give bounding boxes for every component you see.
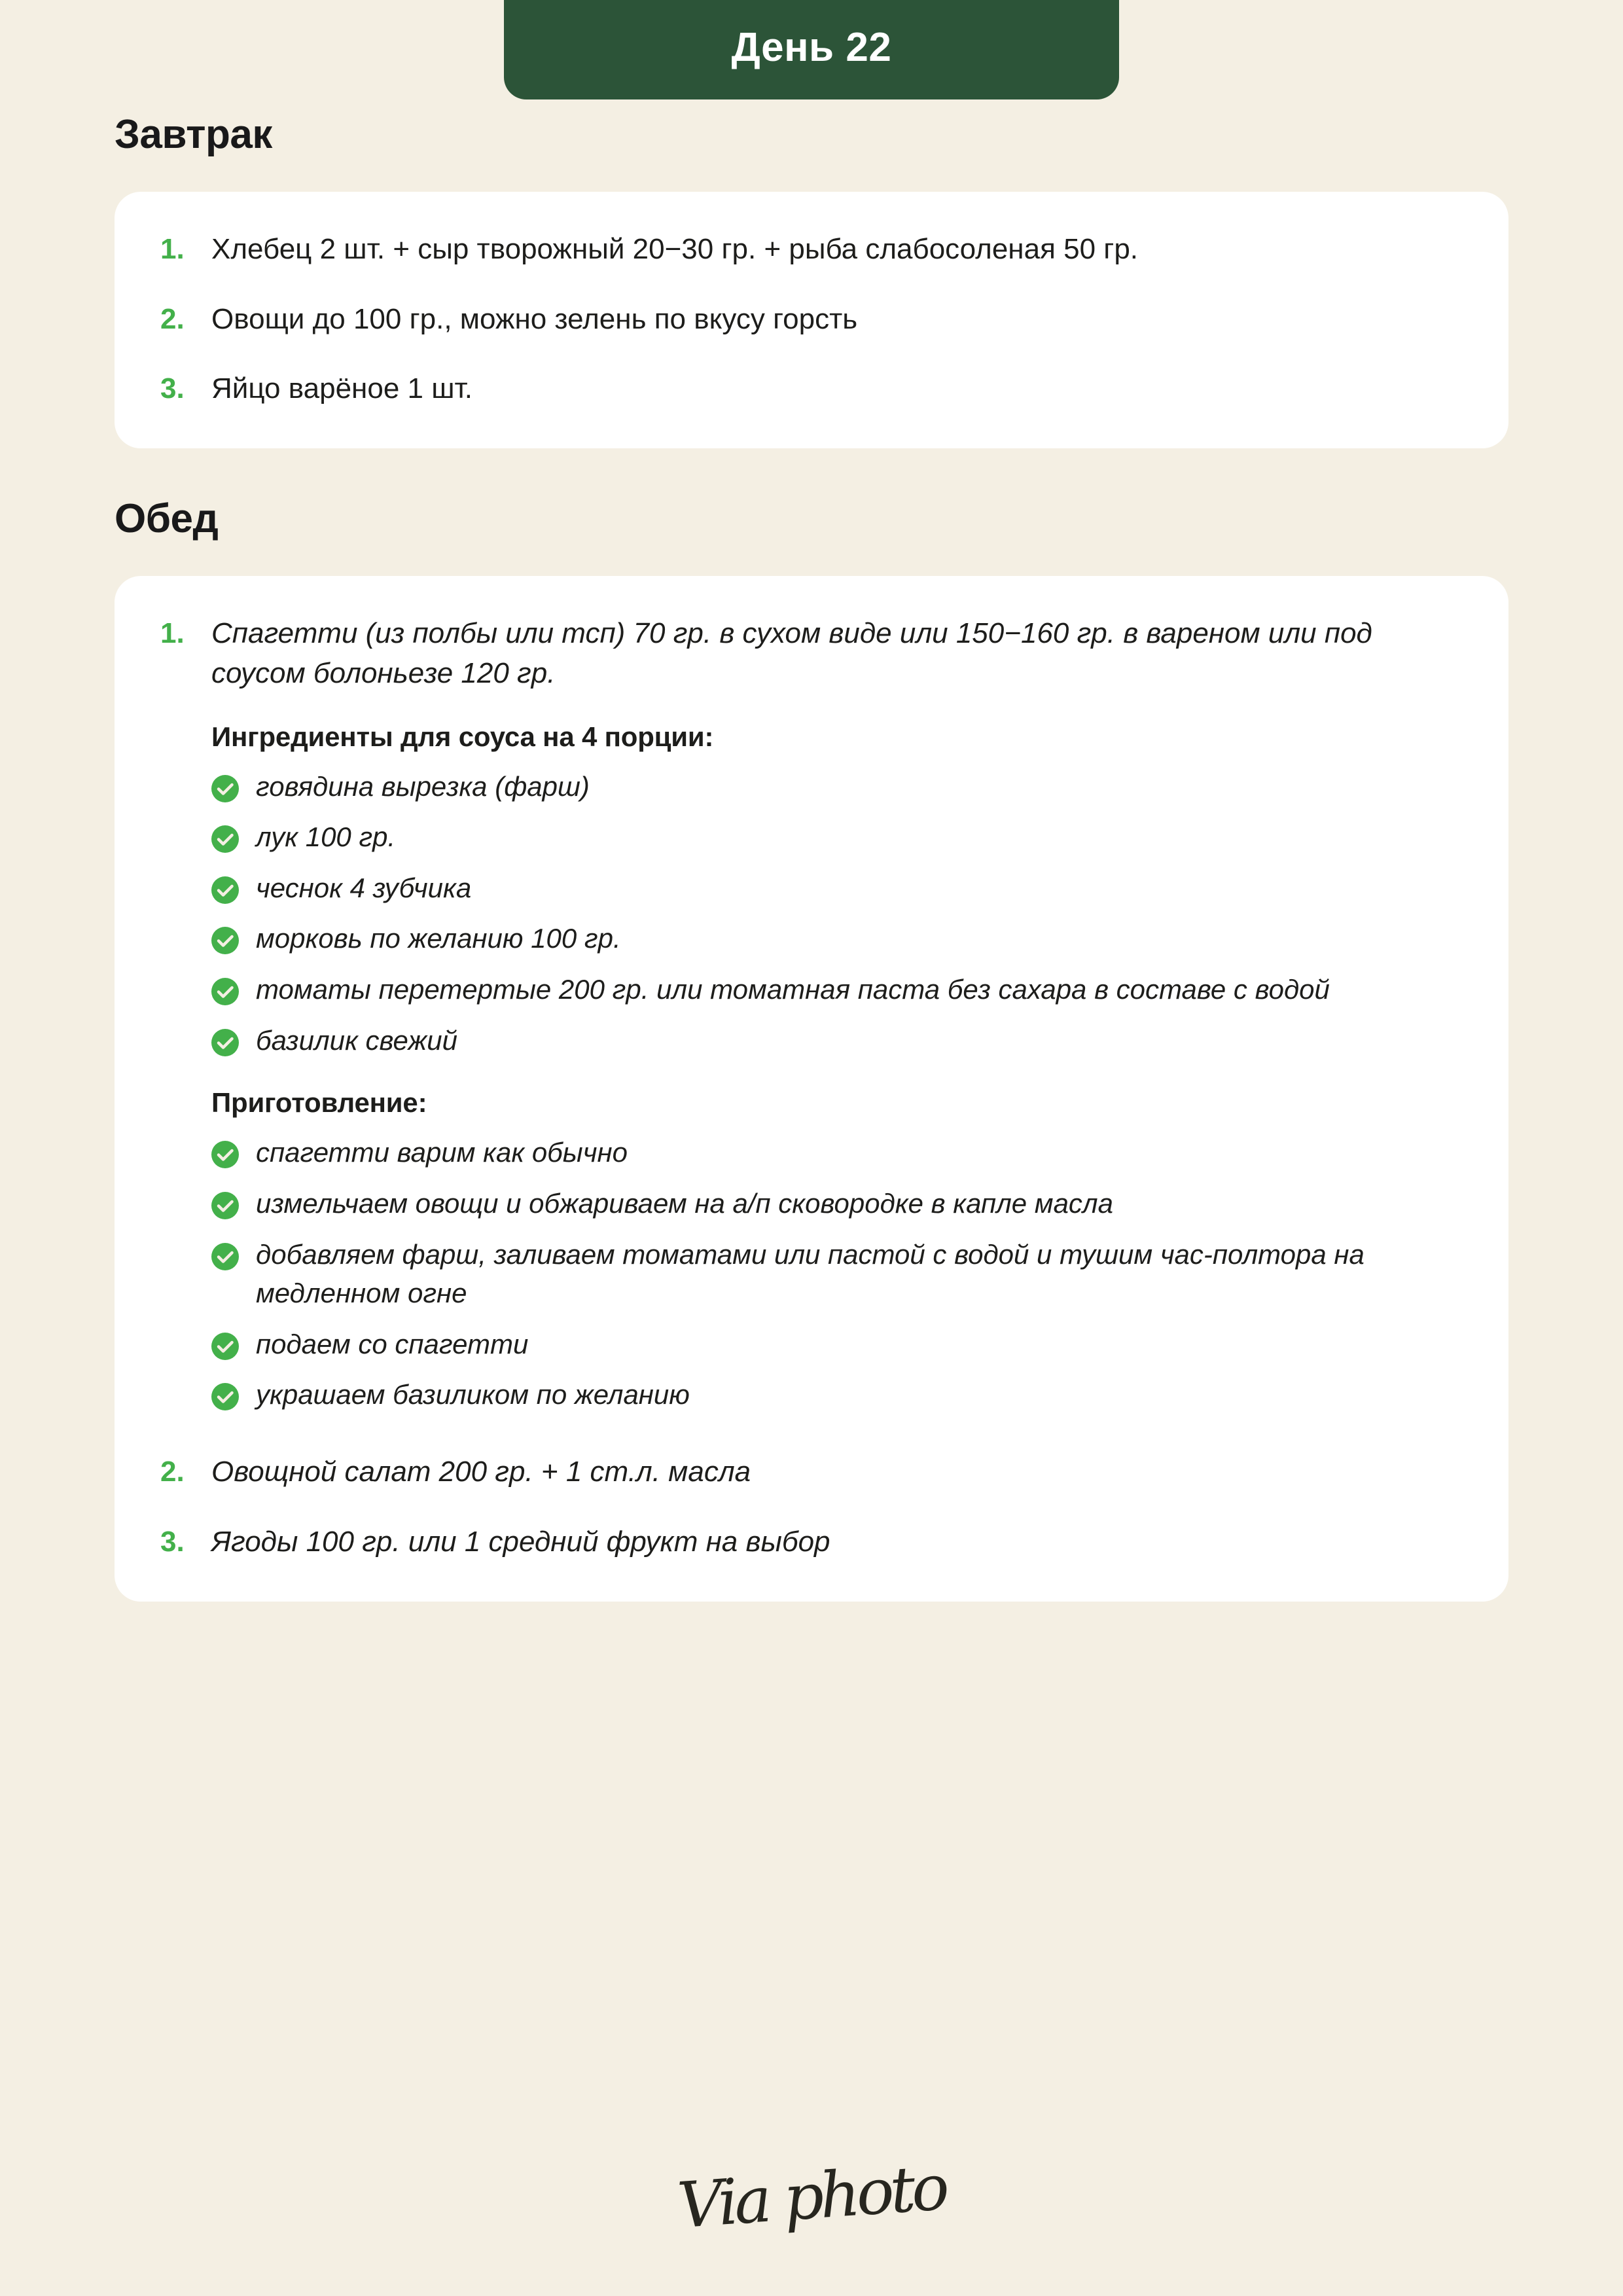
sauce-ingredients-block [211, 721, 1463, 1060]
section-lunch [0, 495, 1623, 1601]
list-item-text: лук 100 гр. [256, 821, 396, 853]
lunch-list [160, 614, 1463, 1562]
list-marker: 2. [160, 1456, 185, 1488]
list-item-text: измельчаем овощи и обжариваем на а/п сковородке в капле масла [256, 1187, 1113, 1219]
check-circle-icon [211, 1141, 239, 1168]
check-circle-icon [211, 775, 239, 802]
list-item [160, 300, 1463, 340]
breakfast-list [160, 230, 1463, 409]
list-item-text: Овощи до 100 гр., можно зелень по вкусу горсть [211, 302, 858, 335]
check-circle-icon [211, 1192, 239, 1219]
list-item-text: подаем со спагетти [256, 1328, 529, 1359]
list-marker: 1. [160, 233, 185, 265]
list-item-text: Овощной салат 200 гр. + 1 ст.л. масла [211, 1456, 751, 1488]
list-item-text: морковь по желанию 100 гр. [256, 923, 621, 954]
check-circle-icon [211, 1333, 239, 1360]
check-circle-icon [211, 1383, 239, 1410]
list-item [211, 767, 1463, 806]
check-circle-icon [211, 1243, 239, 1270]
day-banner [504, 0, 1119, 99]
list-item [211, 1133, 1463, 1172]
list-item [211, 1235, 1463, 1313]
list-item-text: Ягоды 100 гр. или 1 средний фрукт на выбор [211, 1525, 830, 1558]
check-circle-icon [211, 978, 239, 1005]
list-item-text: спагетти варим как обычно [256, 1137, 628, 1168]
page-content [0, 111, 1623, 1602]
list-item-text: говядина вырезка (фарш) [256, 770, 590, 802]
check-circle-icon [211, 876, 239, 904]
list-marker: 3. [160, 372, 185, 405]
lunch-heading: Обед [115, 496, 219, 542]
list-item-text: чеснок 4 зубчика [256, 872, 472, 903]
list-item-text: украшаем базиликом по желанию [256, 1379, 690, 1410]
list-item-text: добавляем фарш, заливаем томатами или пастой с водой и тушим час-полтора на медленном огне [256, 1238, 1364, 1309]
list-marker: 1. [160, 617, 185, 650]
list-item-text: Спагетти (из полбы или тсп) 70 гр. в сухом виде или 150−160 гр. в вареном или под соусом болоньезе 120 гр. [211, 617, 1372, 689]
list-item [211, 1325, 1463, 1364]
check-circle-icon [211, 927, 239, 954]
preparation-list [211, 1133, 1463, 1414]
list-item [160, 230, 1463, 270]
list-item [211, 970, 1463, 1009]
list-item-text: Хлебец 2 шт. + сыр творожный 20−30 гр. + рыба слабосоленая 50 гр. [211, 233, 1139, 265]
section-breakfast [0, 111, 1623, 448]
breakfast-heading: Завтрак [115, 112, 272, 157]
list-item [160, 369, 1463, 409]
list-item [211, 1021, 1463, 1060]
list-marker: 2. [160, 302, 185, 335]
list-marker: 3. [160, 1525, 185, 1558]
sauce-ingredients-list [211, 767, 1463, 1060]
list-item [160, 614, 1463, 1414]
preparation-block [211, 1087, 1463, 1414]
footer-signature: Via photo [675, 2150, 948, 2243]
list-item [160, 1452, 1463, 1492]
list-item [211, 1375, 1463, 1414]
list-item [160, 1522, 1463, 1562]
check-circle-icon [211, 1029, 239, 1056]
list-item [211, 1184, 1463, 1223]
sauce-ingredients-heading: Ингредиенты для соуса на 4 порции: [211, 721, 714, 752]
check-circle-icon [211, 825, 239, 853]
day-title: День 22 [731, 25, 892, 70]
lunch-card [115, 576, 1508, 1601]
list-item-text: базилик свежий [256, 1024, 457, 1056]
breakfast-card [115, 192, 1508, 448]
list-item [211, 817, 1463, 857]
list-item-text: томаты перетертые 200 гр. или томатная паста без сахара в составе с водой [256, 974, 1330, 1005]
list-item-text: Яйцо варёное 1 шт. [211, 372, 473, 405]
list-item [211, 919, 1463, 958]
preparation-heading: Приготовление: [211, 1087, 427, 1119]
list-item [211, 869, 1463, 908]
